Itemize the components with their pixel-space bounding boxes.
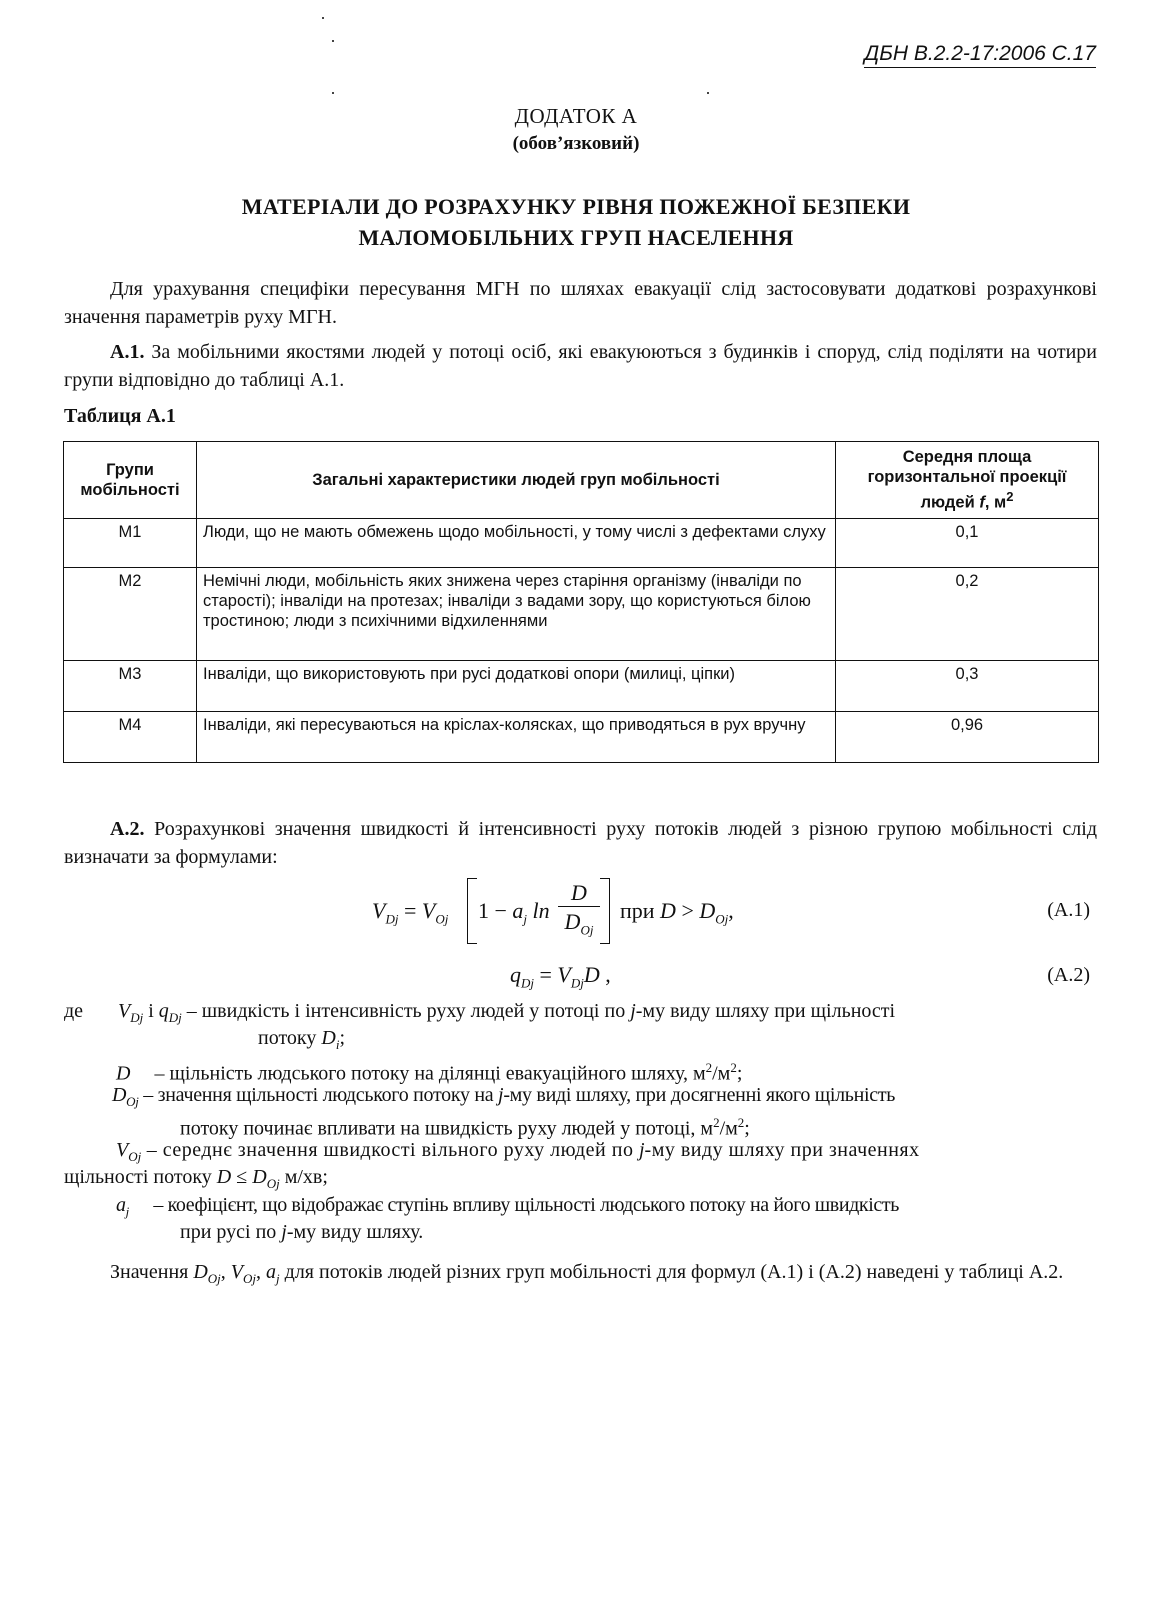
header-area-var: f <box>979 493 985 512</box>
closing-var-sub: j <box>276 1271 280 1286</box>
def-text: -му виду шляху. <box>286 1221 424 1243</box>
main-title <box>0 191 1152 253</box>
section-a2-text: Розрахункові значення швидкості й інтенсивності руху потоків людей з різною групою мобільності слід визначати за формулами: <box>64 818 1097 868</box>
closing-var-sub: Oj <box>207 1271 221 1286</box>
table-row <box>64 519 1099 568</box>
f2-lhs: q <box>510 962 521 987</box>
closing-paragraph <box>64 1258 1097 1293</box>
f1-eq: = <box>398 898 422 923</box>
formula-a1-number: (А.1) <box>1047 899 1090 921</box>
f1-v-sub: Oj <box>435 911 449 927</box>
f2-end: , <box>599 962 611 987</box>
def-var-sub: i <box>335 1037 340 1052</box>
def-text: при русі по <box>180 1221 282 1243</box>
desc-cell: Немічні люди, мобільність яких знижена через старіння організму (інваліди по старості); інваліди на протезах; інваліди з вадами зору, що користуються білою тростиною; люди з психічними відхиленнями <box>197 568 836 661</box>
group-cell: М4 <box>64 712 197 763</box>
definitions-de: де <box>64 1000 84 1022</box>
f2-eq: = <box>534 962 558 987</box>
header-area <box>836 442 1099 519</box>
def-var: D <box>112 1084 127 1106</box>
def-j: j <box>281 1221 287 1243</box>
table-row <box>64 712 1099 763</box>
group-cell: М3 <box>64 661 197 712</box>
main-title-line1: МАТЕРІАЛИ ДО РОЗРАХУНКУ РІВНЯ ПОЖЕЖНОЇ БЕЗПЕКИ <box>241 194 911 219</box>
table-header-row <box>64 442 1099 519</box>
f2-d: D <box>583 962 600 987</box>
section-a2-paragraph <box>64 815 1097 871</box>
closing-text: Значення <box>110 1261 194 1283</box>
area-cell: 0,3 <box>836 661 1099 712</box>
def-exp: 2 <box>713 1115 720 1130</box>
scan-speck <box>707 92 709 94</box>
closing-var-sub: Oj <box>243 1271 257 1286</box>
def-var-sub: Oj <box>266 1176 280 1191</box>
def-text: ; <box>736 1062 743 1085</box>
def-exp: 2 <box>730 1060 737 1075</box>
def-text: – середнє значення швидкості вільного руху людей по <box>141 1139 639 1161</box>
f1-num: D <box>558 880 600 907</box>
f2-lhs-sub: Dj <box>521 975 534 991</box>
area-cell: 0,1 <box>836 519 1099 568</box>
right-bracket <box>600 878 610 944</box>
def-text: ; <box>339 1027 345 1049</box>
f1-den: D <box>564 909 581 934</box>
intro-paragraph: Для урахування специфіки пересування МГН по шляхах евакуації слід застосовувати додаткові розрахункові значення параметрів руху МГН. <box>64 278 1097 328</box>
closing-var: a <box>266 1261 277 1283</box>
closing-text: , <box>220 1261 231 1283</box>
table-caption: Таблиця А.1 <box>64 405 176 427</box>
def-exp: 2 <box>737 1115 745 1130</box>
area-cell: 0,96 <box>836 712 1099 763</box>
desc-cell: Інваліди, які пересуваються на кріслах-колясках, що приводяться в рух вручну <box>197 712 836 763</box>
formula-a2-number: (А.2) <box>1047 964 1090 986</box>
f1-ln: ln <box>527 898 550 923</box>
f1-one: 1 − <box>478 898 513 923</box>
def-text: -му виду шляху при значеннях <box>644 1139 920 1161</box>
def-and: і <box>143 1000 159 1022</box>
def-var-sub: Dj <box>168 1010 182 1025</box>
def-text: м/хв; <box>279 1166 328 1188</box>
def-text: щільності потоку <box>64 1166 217 1188</box>
def-var-sub: j <box>125 1204 129 1219</box>
f1-v: V <box>421 898 436 923</box>
appendix-title: ДОДАТОК А <box>514 104 638 128</box>
section-a2-label: А.2. <box>110 818 145 840</box>
f1-lhs-sub: Dj <box>385 911 399 927</box>
f2-v: V <box>557 962 571 987</box>
def-text: /м <box>719 1117 738 1140</box>
scan-speck <box>322 17 324 19</box>
def-j: j <box>638 1139 645 1161</box>
scan-speck <box>332 40 334 42</box>
def-text: – значення щільності людського потоку на <box>138 1084 499 1106</box>
header-area-text: Середня площа горизонтальної проекції людей <box>867 448 1067 512</box>
formula-a2 <box>510 962 611 991</box>
closing-var: V <box>230 1261 244 1283</box>
definition-vdj <box>118 998 895 1031</box>
closing-var: D <box>193 1261 208 1283</box>
page-header: ДБН В.2.2-17:2006 С.17 <box>864 42 1096 68</box>
section-a1-text: За мобільними якостями людей у потоці осіб, які евакуюються з будинків і споруд, слід поділяти на чотири групи відповідно до таблиці А.1. <box>64 341 1097 391</box>
f1-lhs: V <box>372 898 386 923</box>
header-characteristics: Загальні характеристики людей груп мобільності <box>197 442 836 519</box>
def-text: -му виду шляху при щільності <box>635 1000 896 1022</box>
def-text: потоку <box>258 1027 322 1049</box>
header-area-unit: , м <box>984 493 1007 512</box>
def-var: D <box>252 1166 267 1188</box>
f1-a: a <box>512 898 524 923</box>
def-text: -му виді шляху, при досягненні якого щільність <box>503 1084 896 1106</box>
def-var-sub: Oj <box>128 1149 142 1164</box>
def-text: /м <box>712 1062 731 1085</box>
mobility-groups-table <box>63 441 1099 763</box>
appendix-subtitle: (обов’язковий) <box>512 133 640 154</box>
area-cell: 0,2 <box>836 568 1099 661</box>
def-var: q <box>158 1000 169 1022</box>
f1-cond-d2: D <box>699 898 716 923</box>
def-var: V <box>116 1139 129 1161</box>
def-j: j <box>498 1084 504 1106</box>
table-row <box>64 568 1099 661</box>
header-groups: Групи мобільності <box>64 442 197 519</box>
desc-cell: Люди, що не мають обмежень щодо мобільності, у тому числі з дефектами слуху <box>197 519 836 568</box>
def-text: – коефіцієнт, що відображає ступінь впливу щільності людського потоку на його швидкість <box>148 1194 899 1216</box>
def-text: потоку починає впливати на швидкість руху людей у потоці, м <box>180 1117 714 1140</box>
f1-cond-sub: Oj <box>715 911 729 927</box>
closing-text: для потоків людей різних груп мобільності для формул (А.1) і (А.2) наведені у таблиці А.2. <box>279 1261 1064 1283</box>
def-var: V <box>118 1000 131 1022</box>
f1-fraction <box>558 880 600 945</box>
f2-v-sub: Dj <box>570 975 584 991</box>
def-j: j <box>630 1000 636 1022</box>
def-text: – швидкість і інтенсивність руху людей у потоці по <box>181 1000 631 1022</box>
f1-cond-d: D <box>660 898 676 923</box>
scan-speck <box>332 92 334 94</box>
def-exp: 2 <box>705 1060 713 1075</box>
main-title-line2: МАЛОМОБІЛЬНИХ ГРУП НАСЕЛЕННЯ <box>358 225 794 250</box>
def-var: D <box>216 1166 232 1188</box>
def-text: ; <box>744 1117 750 1140</box>
def-var: D <box>321 1027 336 1049</box>
f1-cond-end: , <box>728 898 734 923</box>
def-var-sub: Dj <box>130 1010 144 1025</box>
def-text: ≤ <box>231 1166 253 1188</box>
header-area-exp: 2 <box>1006 489 1014 505</box>
desc-cell: Інваліди, що використовують при русі додаткові опори (милиці, ціпки) <box>197 661 836 712</box>
closing-text: , <box>256 1261 267 1283</box>
section-a1-label: А.1. <box>110 341 145 363</box>
f1-a-sub: j <box>523 911 528 927</box>
def-var: a <box>116 1194 126 1216</box>
group-cell: М1 <box>64 519 197 568</box>
formula-a1 <box>372 878 772 948</box>
left-bracket <box>467 878 477 944</box>
section-a1-paragraph <box>64 338 1097 394</box>
def-var-sub: Oj <box>126 1094 139 1109</box>
f1-cond-pre: при <box>620 898 661 923</box>
def-var: D <box>116 1062 131 1085</box>
group-cell: М2 <box>64 568 197 661</box>
f1-den-sub: Oj <box>580 922 594 938</box>
f1-cond-gt: > <box>675 898 700 923</box>
def-text: – щільність людського потоку на ділянці евакуаційного шляху, м <box>154 1062 706 1085</box>
table-row <box>64 661 1099 712</box>
definition-aj-cont <box>180 1219 423 1246</box>
